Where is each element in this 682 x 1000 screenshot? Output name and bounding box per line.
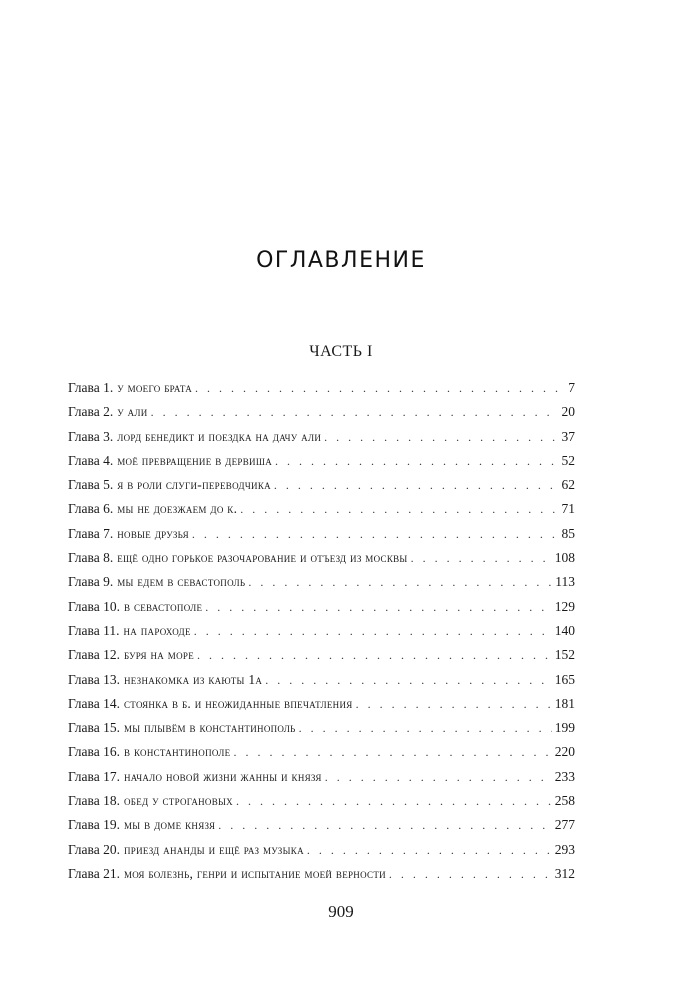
chapter-page-number: 165 [554,671,575,687]
toc-entry[interactable] [68,619,575,643]
dot-leader [195,376,565,400]
toc-entry[interactable] [68,716,575,740]
toc-entry[interactable] [68,376,575,400]
chapter-label: Глава 15. [68,720,120,736]
page-number: 909 [328,902,354,921]
dot-leader [325,765,552,789]
dot-leader [248,570,552,594]
chapter-page-number: 312 [554,865,575,881]
chapter-heading: мы плывём в константинополь [123,720,296,736]
toc-entry[interactable] [68,546,575,570]
chapter-label: Глава 6. [68,501,114,517]
chapter-label: Глава 17. [68,768,120,784]
chapter-page-number: 52 [561,452,575,468]
dot-leader [299,716,552,740]
chapter-page-number: 113 [555,574,575,590]
chapter-page-number: 293 [554,841,575,857]
chapter-label: Глава 19. [68,817,120,833]
chapter-label: Глава 4. [68,452,114,468]
toc-entry[interactable] [68,595,575,619]
chapter-label: Глава 11. [68,622,120,638]
dot-leader [151,400,559,424]
dot-leader [205,595,551,619]
dot-leader [192,522,559,546]
chapter-page-number: 258 [554,793,575,809]
page-title: ОГЛАВЛЕНИЕ [256,248,426,273]
toc-entry[interactable] [68,789,575,813]
chapter-heading: у али [117,404,148,420]
chapter-page-number: 37 [561,428,575,444]
chapter-page-number: 233 [554,768,575,784]
toc-entry[interactable] [68,692,575,716]
chapter-page-number: 129 [554,598,575,614]
chapter-page-number: 140 [554,622,575,638]
chapter-label: Глава 7. [68,525,114,541]
toc-entry[interactable] [68,400,575,424]
chapter-heading: стоянка в б. и неожиданные впечатления [123,695,353,711]
chapter-label: Глава 9. [68,574,114,590]
chapter-page-number: 220 [554,744,575,760]
table-of-contents [68,376,575,886]
toc-entry[interactable] [68,473,575,497]
dot-leader [218,813,551,837]
dot-leader [197,643,552,667]
chapter-label: Глава 13. [68,671,120,687]
part-title: ЧАСТЬ I [309,343,373,360]
chapter-label: Глава 3. [68,428,114,444]
chapter-page-number: 62 [561,477,575,493]
chapter-heading: я в роли слуги-переводчика [117,477,271,493]
chapter-heading: в константинополе [123,744,231,760]
chapter-page-number: 108 [554,550,575,566]
toc-entry[interactable] [68,668,575,692]
chapter-page-number: 152 [554,647,575,663]
dot-leader [236,789,552,813]
chapter-page-number: 277 [554,817,575,833]
chapter-heading: мы едем в севастополь [117,574,246,590]
chapter-heading: у моего брата [117,380,192,395]
chapter-heading: лорд бенедикт и поездка на дачу али [117,428,322,444]
chapter-heading: незнакомка из каюты 1а [123,671,263,687]
toc-entry[interactable] [68,497,575,521]
chapter-heading: новые друзья [117,525,189,541]
toc-entry[interactable] [68,765,575,789]
chapter-page-number: 181 [554,695,575,711]
chapter-heading: в севастополе [123,598,203,614]
chapter-page-number: 71 [561,501,575,517]
dot-leader [194,619,552,643]
chapter-label: Глава 2. [68,404,114,420]
chapter-page-number: 85 [561,525,575,541]
chapter-page-number: 199 [554,720,575,736]
toc-entry[interactable] [68,740,575,764]
chapter-label: Глава 21. [68,865,120,881]
chapter-heading: приезд ананды и ещё раз музыка [123,841,304,857]
chapter-heading: на пароходе [123,622,191,638]
toc-entry[interactable] [68,838,575,862]
toc-entry[interactable] [68,813,575,837]
chapter-heading: обед у строгановых [123,793,233,809]
toc-entry[interactable] [68,862,575,886]
chapter-label: Глава 5. [68,477,114,493]
chapter-heading: мы не доезжаем до к. [117,501,238,517]
dot-leader [240,497,558,521]
toc-entry[interactable] [68,449,575,473]
chapter-label: Глава 12. [68,647,120,663]
chapter-heading: моя болезнь, генри и испытание моей верности [123,865,386,881]
chapter-label: Глава 20. [68,841,120,857]
dot-leader [274,473,559,497]
chapter-label: Глава 8. [68,550,114,566]
chapter-heading: начало новой жизни жанны и князя [123,768,322,784]
chapter-heading: мы в доме князя [123,817,216,833]
chapter-page-number: 7 [568,380,575,395]
toc-entry[interactable] [68,425,575,449]
dot-leader [275,449,558,473]
dot-leader [356,692,552,716]
dot-leader [265,668,552,692]
chapter-heading: моё превращение в дервиша [117,452,273,468]
chapter-label: Глава 14. [68,695,120,711]
chapter-label: Глава 16. [68,744,120,760]
toc-entry[interactable] [68,643,575,667]
chapter-label: Глава 1. [68,380,114,395]
toc-entry[interactable] [68,570,575,594]
dot-leader [389,862,552,886]
chapter-heading: буря на море [123,647,194,663]
chapter-label: Глава 10. [68,598,120,614]
toc-entry[interactable] [68,522,575,546]
dot-leader [233,740,551,764]
chapter-page-number: 20 [561,404,575,420]
dot-leader [324,425,558,449]
chapter-label: Глава 18. [68,793,120,809]
chapter-heading: ещё одно горькое разочарование и отъезд из москвы [117,550,408,566]
dot-leader [411,546,552,570]
dot-leader [307,838,552,862]
